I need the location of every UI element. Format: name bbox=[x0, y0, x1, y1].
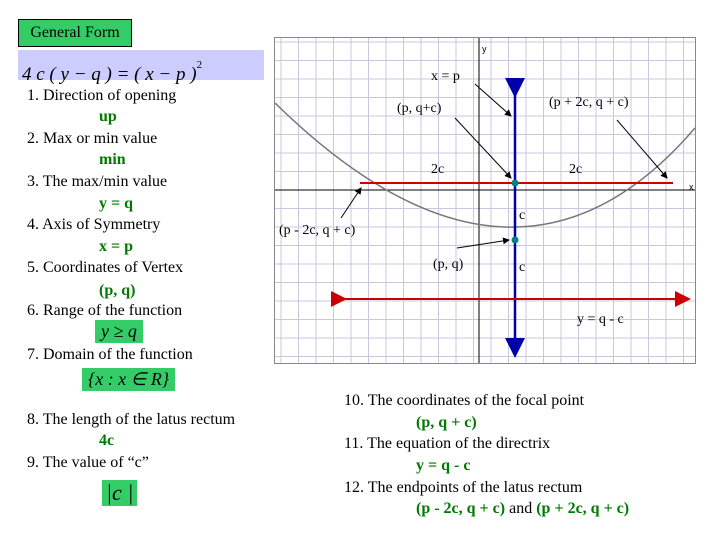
axis-callout-arrow bbox=[475, 84, 511, 116]
property-question-4: 4. Axis of Symmetry bbox=[27, 216, 161, 233]
property-question-9: 9. The value of “c” bbox=[27, 454, 149, 471]
left-endpoint-label: (p - 2c, q + c) bbox=[279, 223, 356, 238]
focus-callout-arrow bbox=[455, 118, 511, 178]
property-answer-8: 4c bbox=[99, 432, 115, 449]
property-answer-4: x = p bbox=[99, 238, 134, 255]
graph-grid bbox=[275, 38, 695, 363]
focus-label: (p, q+c) bbox=[397, 101, 442, 116]
property-answer-2: min bbox=[99, 151, 126, 168]
property-question-3: 3. The max/min value bbox=[27, 173, 168, 190]
parabola-graph-svg bbox=[275, 38, 695, 363]
half-width-right-label: 2c bbox=[569, 162, 583, 177]
focus-question-12: 12. The endpoints of the latus rectum bbox=[344, 479, 583, 496]
property-question-6: 6. Range of the function bbox=[27, 302, 183, 319]
right-endpoint-callout-arrow bbox=[617, 120, 667, 178]
vertex-callout-arrow bbox=[457, 240, 509, 248]
property-answer-3: y = q bbox=[99, 195, 134, 212]
property-answer-6: y ≥ q bbox=[95, 320, 143, 343]
parabola-graph bbox=[274, 37, 696, 364]
equation-exponent: 2 bbox=[196, 59, 203, 71]
directrix-label: y = q - c bbox=[577, 312, 624, 327]
property-question-1: 1. Direction of opening bbox=[27, 87, 177, 104]
latus-joiner: and bbox=[505, 500, 537, 517]
y-axis-label: y bbox=[482, 44, 487, 54]
half-width-left-label: 2c bbox=[431, 162, 445, 177]
property-answer-9: |c | bbox=[102, 480, 137, 506]
focus-answer-11: y = q - c bbox=[416, 457, 471, 474]
x-axis-label: x bbox=[689, 182, 694, 192]
focal-distance-label: c bbox=[519, 208, 526, 223]
focus-answer-12 bbox=[416, 500, 629, 518]
focus-question-11: 11. The equation of the directrix bbox=[344, 435, 551, 452]
property-question-5: 5. Coordinates of Vertex bbox=[27, 259, 184, 276]
general-form-equation bbox=[18, 50, 264, 85]
property-answer-7: {x : x ∈ R} bbox=[82, 368, 175, 391]
general-form-title: General Form bbox=[18, 19, 132, 47]
latus-endpoint-right: (p + 2c, q + c) bbox=[536, 500, 630, 517]
focus-answer-10: (p, q + c) bbox=[416, 414, 477, 431]
vertex-label: (p, q) bbox=[433, 257, 464, 272]
directrix-distance-label: c bbox=[519, 260, 526, 275]
property-question-2: 2. Max or min value bbox=[27, 130, 158, 147]
right-endpoint-label: (p + 2c, q + c) bbox=[549, 95, 629, 110]
vertex-point bbox=[512, 237, 519, 244]
property-question-7: 7. Domain of the function bbox=[27, 346, 193, 363]
property-question-8: 8. The length of the latus rectum bbox=[27, 411, 236, 428]
latus-endpoint-left: (p - 2c, q + c) bbox=[416, 500, 506, 517]
focus-question-10: 10. The coordinates of the focal point bbox=[344, 392, 585, 409]
axis-of-symmetry-label: x = p bbox=[431, 69, 460, 84]
property-answer-5: (p, q) bbox=[99, 282, 136, 299]
focus-point bbox=[512, 180, 519, 187]
equation-text: 4 c ( y − q ) = ( x − p ) bbox=[22, 64, 197, 85]
property-answer-1: up bbox=[99, 108, 117, 125]
